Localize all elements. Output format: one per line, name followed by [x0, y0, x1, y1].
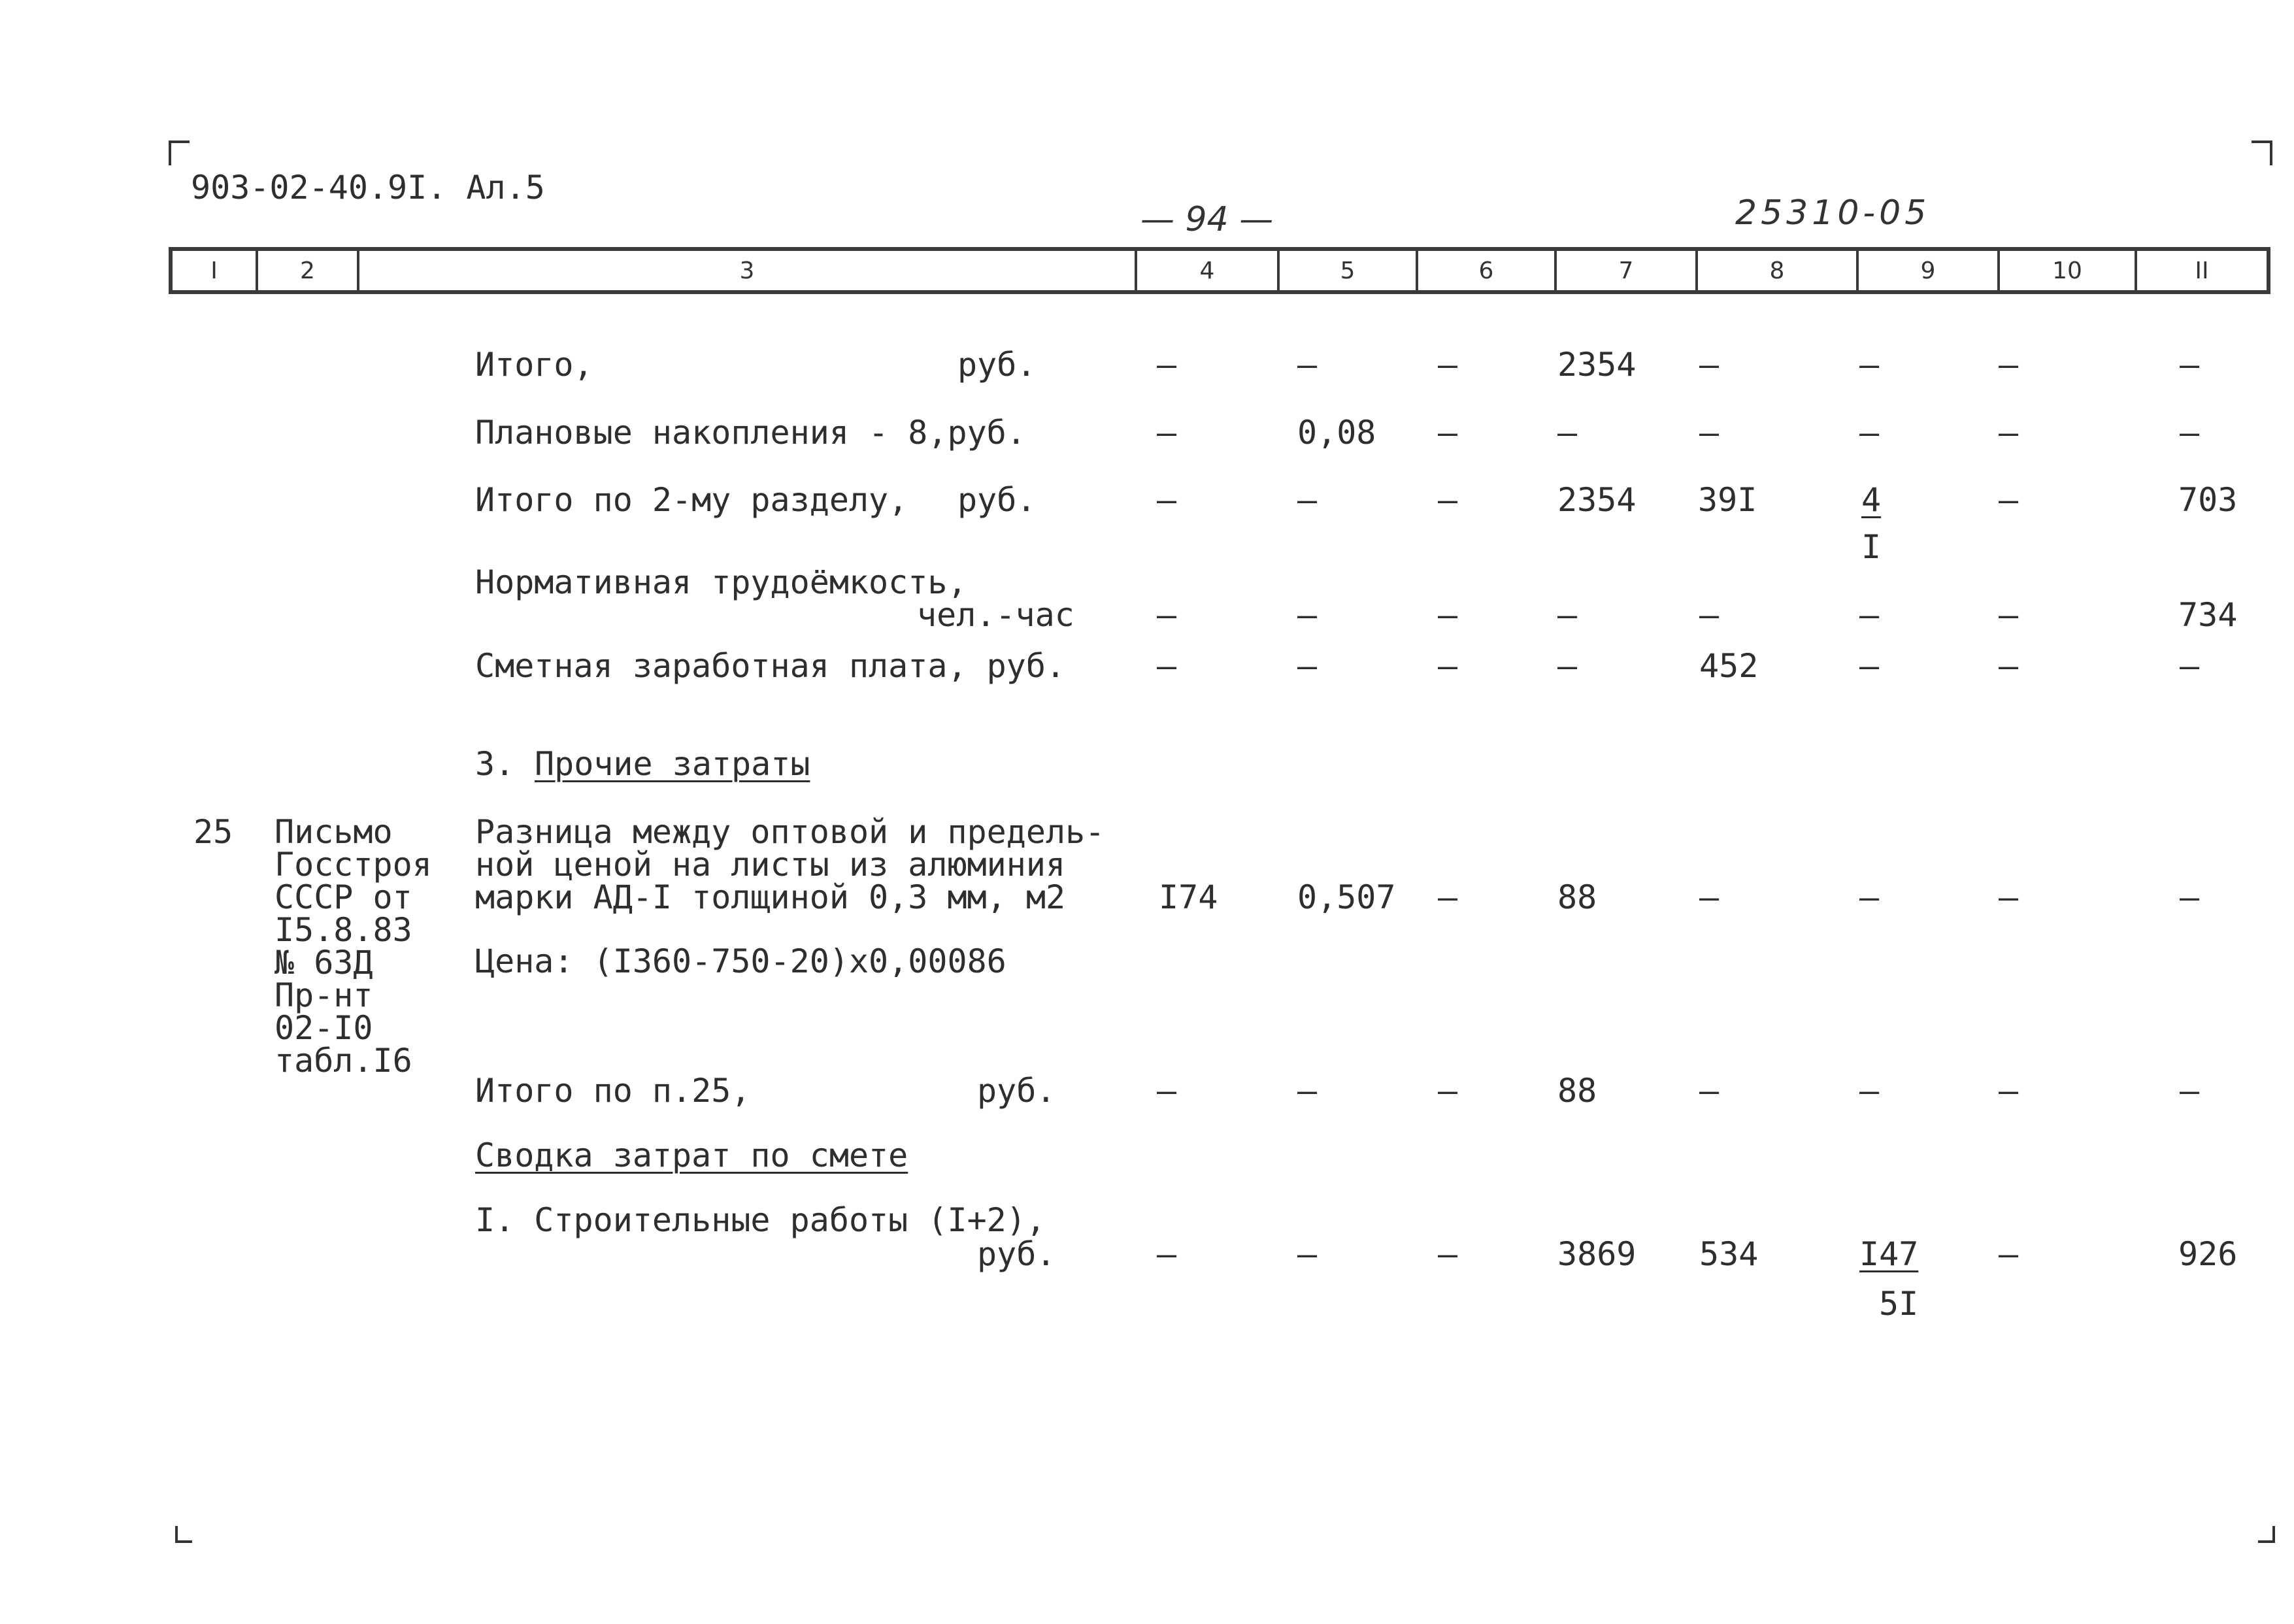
cell-col5: –: [1297, 1072, 1318, 1110]
row-number: 25: [193, 813, 233, 851]
row-label: Сметная заработная плата, руб.: [475, 647, 1066, 685]
column-header-10: 10: [1997, 251, 2135, 290]
row-label: Итого по п.25,: [475, 1072, 751, 1110]
cell-col11: 734: [2178, 596, 2238, 634]
row-unit: руб.: [957, 481, 1037, 519]
price-formula: Цена: (I360-750-20)х0,00086: [475, 942, 1006, 980]
cell-col6: –: [1438, 1235, 1458, 1273]
cell-col6: –: [1438, 346, 1458, 384]
archive-number: 25310-05: [1735, 193, 1931, 233]
cell-col11: 703: [2178, 481, 2238, 519]
cell-col8: –: [1699, 596, 1720, 634]
cell-col4: –: [1157, 1235, 1177, 1273]
cell-col9-denominator: I: [1861, 528, 1882, 566]
cell-col10: –: [1999, 596, 2019, 634]
cell-col10: –: [1999, 414, 2019, 452]
cell-col7: –: [1557, 647, 1578, 685]
row-label: Итого по 2-му разделу,: [475, 481, 908, 519]
basis-line: 02-I0: [274, 1009, 373, 1047]
corner-mark-bottom-left: [175, 1526, 192, 1543]
cell-col9: –: [1859, 878, 1880, 916]
cell-col7: 2354: [1557, 346, 1637, 384]
cell-col9: –: [1859, 647, 1880, 685]
row-label: I. Строительные работы (I+2),: [475, 1201, 1046, 1239]
row-label: Плановые накопления - 8,руб.: [475, 414, 1026, 452]
cell-col4: –: [1157, 346, 1177, 384]
cell-col9-numerator: I47: [1859, 1235, 1919, 1273]
cell-col6: –: [1438, 647, 1458, 685]
section-title: Прочие затраты: [535, 745, 810, 783]
column-header-11: II: [2135, 251, 2267, 290]
cell-col5: –: [1297, 346, 1318, 384]
cell-col9: –: [1859, 346, 1880, 384]
cell-col7: 2354: [1557, 481, 1637, 519]
column-header-4: 4: [1135, 251, 1277, 290]
column-header-1: I: [210, 257, 218, 284]
basis-line: табл.I6: [274, 1042, 412, 1080]
column-header-7: 7: [1554, 251, 1695, 290]
row-label: Нормативная трудоёмкость,: [475, 563, 967, 601]
cell-col8: 39I: [1698, 481, 1757, 519]
cell-col5: –: [1297, 1235, 1318, 1273]
basis-line: Письмо: [274, 813, 393, 851]
basis-line: СССР от: [274, 878, 412, 916]
cell-col10: –: [1999, 346, 2019, 384]
cell-col4: –: [1157, 1072, 1177, 1110]
cell-col8: –: [1699, 878, 1720, 916]
cell-col10: –: [1999, 1235, 2019, 1273]
column-header-3: 3: [357, 251, 1135, 290]
page-number: — 94 —: [1140, 200, 1274, 239]
cell-col8: 534: [1699, 1235, 1759, 1273]
cell-col6: –: [1438, 414, 1458, 452]
section-number: 3.: [475, 745, 515, 783]
cell-col6: –: [1438, 481, 1458, 519]
cell-col5: –: [1297, 596, 1318, 634]
cell-col7: –: [1557, 414, 1578, 452]
description-line: Разница между оптовой и предель-: [475, 813, 1105, 851]
cell-col9-denominator: 5I: [1879, 1285, 1919, 1323]
cell-col11: –: [2180, 1072, 2200, 1110]
cell-col8: –: [1699, 346, 1720, 384]
row-unit: руб.: [957, 346, 1037, 384]
cell-col5: 0,08: [1297, 414, 1376, 452]
cell-col9-numerator: 4: [1861, 481, 1882, 519]
cell-col4: –: [1157, 596, 1177, 634]
row-unit: руб.: [977, 1235, 1056, 1273]
basis-line: № 63Д: [274, 944, 373, 982]
cell-col11: 926: [2178, 1235, 2238, 1273]
cell-col6: –: [1438, 596, 1458, 634]
cell-col4: –: [1157, 647, 1177, 685]
cell-col6: –: [1438, 878, 1458, 916]
basis-line: Госстроя: [274, 846, 432, 884]
column-header-6: 6: [1416, 251, 1554, 290]
cell-col11: –: [2180, 414, 2200, 452]
cell-col8: –: [1699, 1072, 1720, 1110]
cell-col7: 88: [1557, 878, 1597, 916]
description-line: марки АД-I толщиной 0,3 мм, м2: [475, 878, 1066, 916]
document-code: 903-02-40.9I. Ал.5: [191, 169, 545, 207]
column-header-8: 8: [1695, 251, 1856, 290]
cell-col9: –: [1859, 596, 1880, 634]
cell-col8: 452: [1699, 647, 1759, 685]
cell-col10: –: [1999, 647, 2019, 685]
cell-col9: –: [1859, 414, 1880, 452]
description-line: ной ценой на листы из алюминия: [475, 846, 1066, 884]
column-header-row: [169, 247, 2270, 294]
cell-col4: –: [1157, 414, 1177, 452]
row-unit: чел.-час: [917, 596, 1074, 634]
cell-col10: –: [1999, 878, 2019, 916]
cell-col6: –: [1438, 1072, 1458, 1110]
column-header-9: 9: [1856, 251, 1997, 290]
cell-col4: I74: [1159, 878, 1218, 916]
corner-mark-top-left: [169, 141, 190, 165]
summary-title: Сводка затрат по смете: [475, 1136, 908, 1174]
cell-col10: –: [1999, 481, 2019, 519]
cell-col5: –: [1297, 647, 1318, 685]
cell-col11: –: [2180, 878, 2200, 916]
cell-col7: 3869: [1557, 1235, 1637, 1273]
cell-col7: –: [1557, 596, 1578, 634]
cell-col5: –: [1297, 481, 1318, 519]
corner-mark-top-right: [2252, 141, 2272, 165]
row-unit: руб.: [977, 1072, 1056, 1110]
column-header-5: 5: [1277, 251, 1416, 290]
row-label: Итого,: [475, 346, 593, 384]
basis-line: I5.8.83: [274, 911, 412, 949]
cell-col5: 0,507: [1297, 878, 1396, 916]
column-header-2: 2: [256, 251, 357, 290]
corner-mark-bottom-right: [2258, 1526, 2275, 1543]
cell-col11: –: [2180, 346, 2200, 384]
cell-col8: –: [1699, 414, 1720, 452]
cell-col11: –: [2180, 647, 2200, 685]
cell-col10: –: [1999, 1072, 2019, 1110]
basis-line: Пр-нт: [274, 976, 373, 1014]
cell-col4: –: [1157, 481, 1177, 519]
cell-col7: 88: [1557, 1072, 1597, 1110]
cell-col9: –: [1859, 1072, 1880, 1110]
